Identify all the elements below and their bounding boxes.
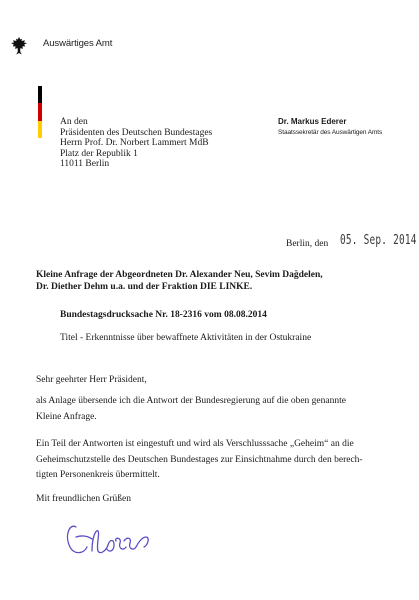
paragraph-line: als Anlage übersende ich die Antwort der Bundesregierung auf die oben genannte <box>36 396 346 406</box>
federal-eagle-icon <box>10 36 28 56</box>
paragraph-line: Kleine Anfrage. <box>36 411 97 422</box>
titel-line: Titel - Erkenntnisse über bewaffnete Aktivitäten in der Ostukraine <box>60 333 312 343</box>
flag-stripe-gold <box>38 121 42 138</box>
address-line: 11011 Berlin <box>60 159 110 169</box>
subject-line: Kleine Anfrage der Abgeordneten Dr. Alexander Neu, Sevim Dağdelen, <box>36 270 323 280</box>
flag-stripe-black <box>38 86 42 103</box>
recipient-address <box>60 117 212 170</box>
drucksache-reference: Bundestagsdrucksache Nr. 18-2316 vom 08.08.2014 <box>60 310 267 320</box>
subject-heading <box>36 270 323 293</box>
address-line: An den <box>60 117 88 127</box>
sender-block <box>278 117 382 136</box>
paragraph-line: Geheimschutzstelle des Deutschen Bundestages zur Einsichtnahme durch den berech- <box>36 454 363 465</box>
closing: Mit freundlichen Grüßen <box>36 494 131 504</box>
place-label: Berlin, den <box>286 239 329 249</box>
paragraph-line: tigten Personenkreis übermittelt. <box>36 470 160 480</box>
sender-title: Staatssekretär des Auswärtigen Amts <box>278 129 383 136</box>
salutation: Sehr geehrter Herr Präsident, <box>36 375 147 385</box>
address-line: Platz der Republik 1 <box>60 148 138 159</box>
date-stamp: 05. Sep. 2014 <box>340 232 417 248</box>
subject-line: Dr. Diether Dehm u.a. und der Fraktion DIE LINKE. <box>36 281 253 292</box>
paragraph-1 <box>36 394 346 425</box>
flag-stripe-red <box>38 103 42 120</box>
address-line: Präsidenten des Deutschen Bundestages <box>60 127 213 138</box>
german-flag-bar <box>38 86 42 138</box>
paragraph-2 <box>36 437 363 484</box>
handwritten-signature <box>62 507 154 563</box>
paragraph-line: Ein Teil der Antworten ist eingestuft und wird als Verschlusssache „Geheim“ an die <box>36 439 354 449</box>
address-line: Herrn Prof. Dr. Norbert Lammert MdB <box>60 138 209 148</box>
sender-name: Dr. Markus Ederer <box>278 117 347 126</box>
ministry-name: Auswärtiges Amt <box>43 38 113 49</box>
